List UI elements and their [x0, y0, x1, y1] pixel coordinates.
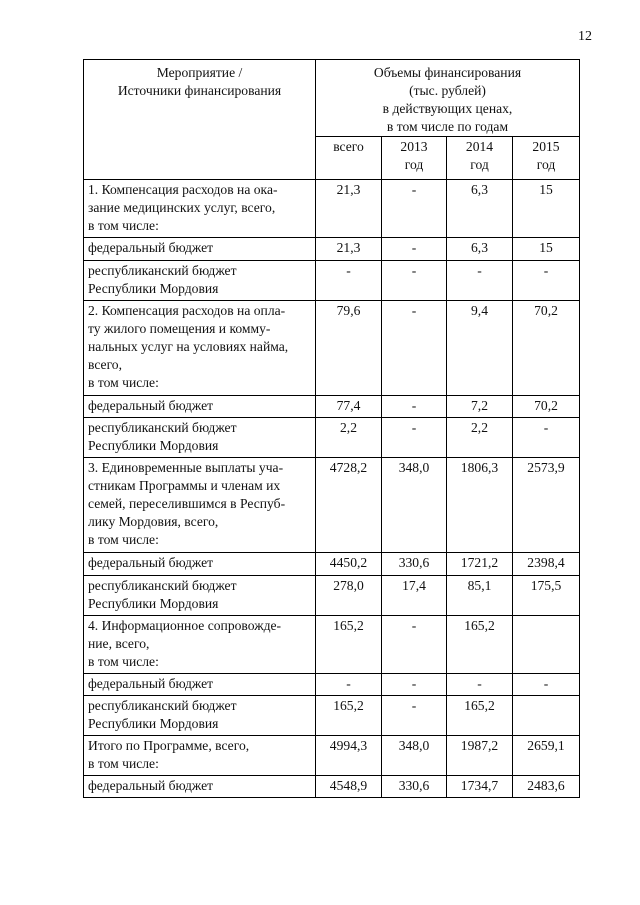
table-row	[84, 696, 580, 736]
row-label: федеральный бюджет	[84, 674, 316, 696]
cell-2013: 17,4	[382, 576, 447, 616]
cell-2015: -	[513, 261, 580, 301]
table-row	[84, 576, 580, 616]
cell-total: 165,2	[316, 616, 382, 674]
row-label: федеральный бюджет	[84, 396, 316, 418]
cell-2013: -	[382, 301, 447, 396]
row-label: Итого по Программе, всего, в том числе:	[84, 736, 316, 776]
row-label: республиканский бюджет Республики Мордовия	[84, 261, 316, 301]
cell-2014: 7,2	[447, 396, 513, 418]
cell-total: -	[316, 261, 382, 301]
cell-total: 278,0	[316, 576, 382, 616]
cell-2015: 2659,1	[513, 736, 580, 776]
header-col-2013: 2013 год	[382, 137, 447, 180]
header-col-2015: 2015 год	[513, 137, 580, 180]
row-label: республиканский бюджет Республики Мордовия	[84, 576, 316, 616]
table-row	[84, 180, 580, 238]
cell-2014: 165,2	[447, 616, 513, 674]
cell-2014: 85,1	[447, 576, 513, 616]
cell-2015: 15	[513, 180, 580, 238]
cell-2014: 165,2	[447, 696, 513, 736]
cell-2013: 348,0	[382, 458, 447, 553]
cell-total: 4994,3	[316, 736, 382, 776]
cell-2015: 2398,4	[513, 553, 580, 576]
cell-total: 2,2	[316, 418, 382, 458]
cell-2013: -	[382, 696, 447, 736]
cell-total: 77,4	[316, 396, 382, 418]
row-label: федеральный бюджет	[84, 776, 316, 798]
table-body	[84, 180, 580, 798]
cell-total: 165,2	[316, 696, 382, 736]
cell-2015: 175,5	[513, 576, 580, 616]
cell-total: 4450,2	[316, 553, 382, 576]
cell-2015: 2483,6	[513, 776, 580, 798]
cell-2013: -	[382, 261, 447, 301]
header-col-total: всего	[316, 137, 382, 180]
table-row	[84, 616, 580, 674]
cell-2013: -	[382, 396, 447, 418]
row-label: 4. Информационное сопровожде- ние, всего, в том числе:	[84, 616, 316, 674]
cell-2014: 6,3	[447, 180, 513, 238]
table-row	[84, 736, 580, 776]
cell-2014: 1734,7	[447, 776, 513, 798]
table-row	[84, 261, 580, 301]
cell-2013: 330,6	[382, 776, 447, 798]
cell-2014: -	[447, 261, 513, 301]
cell-2014: 1721,2	[447, 553, 513, 576]
cell-2014: 6,3	[447, 238, 513, 261]
cell-2015	[513, 616, 580, 674]
cell-2014: 1987,2	[447, 736, 513, 776]
row-label: 1. Компенсация расходов на ока- зание медицинских услуг, всего, в том числе:	[84, 180, 316, 238]
row-label: республиканский бюджет Республики Мордовия	[84, 696, 316, 736]
table-row	[84, 776, 580, 798]
cell-2015: -	[513, 674, 580, 696]
cell-2014: 1806,3	[447, 458, 513, 553]
row-label: федеральный бюджет	[84, 553, 316, 576]
cell-2013: 348,0	[382, 736, 447, 776]
cell-2014: 2,2	[447, 418, 513, 458]
cell-2013: -	[382, 238, 447, 261]
cell-total: 21,3	[316, 238, 382, 261]
row-label: 2. Компенсация расходов на опла- ту жилого помещения и комму- нальных услуг на условиях найма, всего, в том числе:	[84, 301, 316, 396]
cell-2015	[513, 696, 580, 736]
table-row	[84, 553, 580, 576]
header-measure: Мероприятие / Источники финансирования	[84, 60, 316, 180]
cell-total: 79,6	[316, 301, 382, 396]
cell-2014: -	[447, 674, 513, 696]
table-row	[84, 301, 580, 396]
cell-2013: -	[382, 616, 447, 674]
cell-total: 4548,9	[316, 776, 382, 798]
cell-2015: -	[513, 418, 580, 458]
cell-2013: -	[382, 418, 447, 458]
cell-total: 21,3	[316, 180, 382, 238]
cell-2015: 2573,9	[513, 458, 580, 553]
cell-2014: 9,4	[447, 301, 513, 396]
financing-table	[83, 59, 580, 798]
cell-2013: -	[382, 674, 447, 696]
row-label: федеральный бюджет	[84, 238, 316, 261]
table-row	[84, 396, 580, 418]
cell-2013: 330,6	[382, 553, 447, 576]
page-number: 12	[578, 29, 592, 44]
cell-total: -	[316, 674, 382, 696]
cell-2015: 70,2	[513, 396, 580, 418]
header-volumes: Объемы финансирования (тыс. рублей) в действующих ценах, в том числе по годам	[316, 60, 580, 137]
table-row	[84, 238, 580, 261]
cell-total: 4728,2	[316, 458, 382, 553]
header-col-2014: 2014 год	[447, 137, 513, 180]
row-label: республиканский бюджет Республики Мордовия	[84, 418, 316, 458]
table-row	[84, 674, 580, 696]
row-label: 3. Единовременные выплаты уча- стникам Программы и членам их семей, переселившимся в Респуб- лику Мордовия, всего, в том числе:	[84, 458, 316, 553]
table-row	[84, 418, 580, 458]
cell-2015: 70,2	[513, 301, 580, 396]
table-row	[84, 458, 580, 553]
cell-2015: 15	[513, 238, 580, 261]
cell-2013: -	[382, 180, 447, 238]
